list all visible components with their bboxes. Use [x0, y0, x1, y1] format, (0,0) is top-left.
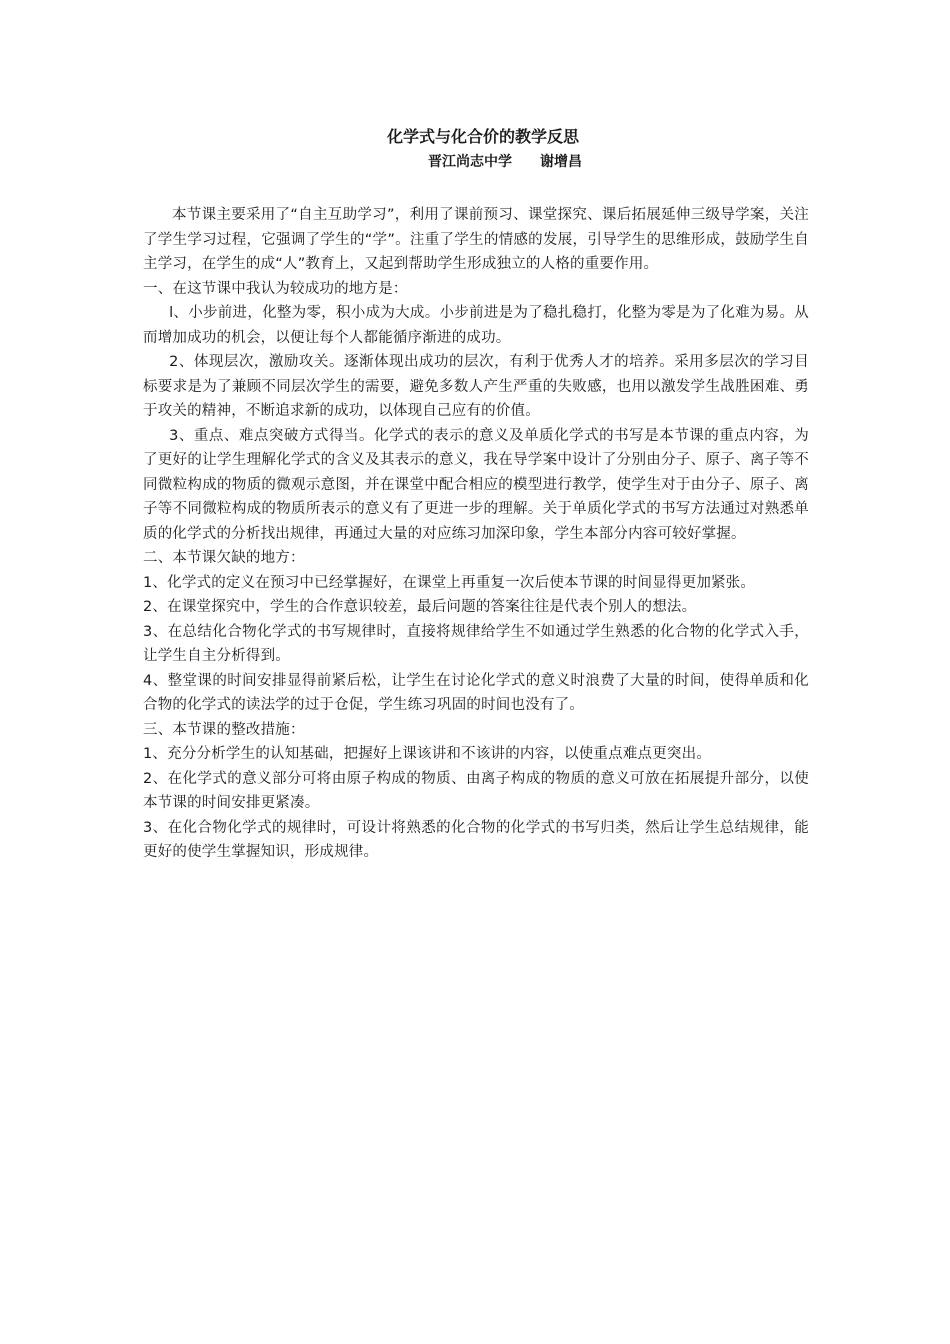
document-title: 化学式与化合价的教学反思	[386, 127, 579, 146]
document-body	[143, 203, 809, 865]
success-item: 3、重点、难点突破方式得当。化学式的表示的意义及单质化学式的书写是本节课的重点内容，为了更好的让学生理解化学式的含义及其表示的意义，我在导学案中设计了分别由分子、原子、离子等不同微粒构成的物质的微观示意图，并在课堂中配合相应的模型进行教学，使学生对于由分子、原子、离子等不同微粒构成的物质所表示的意义有了更进一步的理解。关于单质化学式的书写方法通过对熟悉单质的化学式的分析找出规律，再通过大量的对应练习加深印象，学生本部分内容可较好掌握。	[143, 427, 809, 542]
shortcoming-item: 2、在课堂探究中，学生的合作意识较差，最后问题的答案往往是代表个别人的想法。	[143, 599, 697, 615]
improvement-item: 1、充分分析学生的认知基础，把握好上课该讲和不该讲的内容，以使重点难点更突出。	[143, 746, 712, 762]
shortcoming-item: 4、整堂课的时间安排显得前紧后松，让学生在讨论化学式的意义时浪费了大量的时间，使得单质和化合物的化学式的读法学的过于仓促，学生练习巩固的时间也没有了。	[143, 672, 809, 713]
improvement-item: 2、在化学式的意义部分可将由原子构成的物质、由离子构成的物质的意义可放在拓展提升部分，以使本节课的时间安排更紧凑。	[143, 770, 809, 811]
intro-paragraph: 本节课主要采用了“自主互助学习”，利用了课前预习、课堂探究、课后拓展延伸三级导学案，关注了学生学习过程，它强调了学生的“学”。注重了学生的情感的发展，引导学生的思维形成，鼓励学生自主学习，在学生的成“人”教育上，又起到帮助学生形成独立的人格的重要作用。	[143, 207, 809, 272]
section-heading-success: 一、在这节课中我认为较成功的地方是：	[143, 280, 408, 297]
document-page	[143, 125, 809, 865]
author-name: 谢增昌	[540, 154, 582, 170]
shortcoming-item: 3、在总结化合物化学式的书写规律时，直接将规律给学生不如通过学生熟悉的化合物的化学式入手，让学生自主分析得到。	[143, 623, 809, 664]
school-name: 晋江尚志中学	[428, 154, 512, 170]
author-line	[143, 151, 809, 173]
improvement-item: 3、在化合物化学式的规律时，可设计将熟悉的化合物的化学式的书写归类，然后让学生总结规律，能更好的使学生掌握知识，形成规律。	[143, 819, 809, 860]
shortcoming-item: 1、化学式的定义在预习中已经掌握好，在课堂上再重复一次后使本节课的时间显得更加紧张。	[143, 574, 756, 591]
success-item: l、小步前进，化整为零，积小成为大成。小步前进是为了稳扎稳打，化整为零是为了化难为易。从而增加成功的机会，以便让每个人都能循序渐进的成功。	[143, 305, 809, 346]
success-item: 2、体现层次，激励攻关。逐渐体现出成功的层次，有利于优秀人才的培养。采用多层次的学习目标要求是为了兼顾不同层次学生的需要，避免多数人产生严重的失败感，也用以激发学生战胜困难、勇于攻关的精神，不断追求新的成功，以体现自己应有的价值。	[143, 354, 809, 419]
section-heading-shortcomings: 二、本节课欠缺的地方：	[143, 550, 305, 566]
section-heading-improvements: 三、本节课的整改措施：	[143, 721, 305, 738]
